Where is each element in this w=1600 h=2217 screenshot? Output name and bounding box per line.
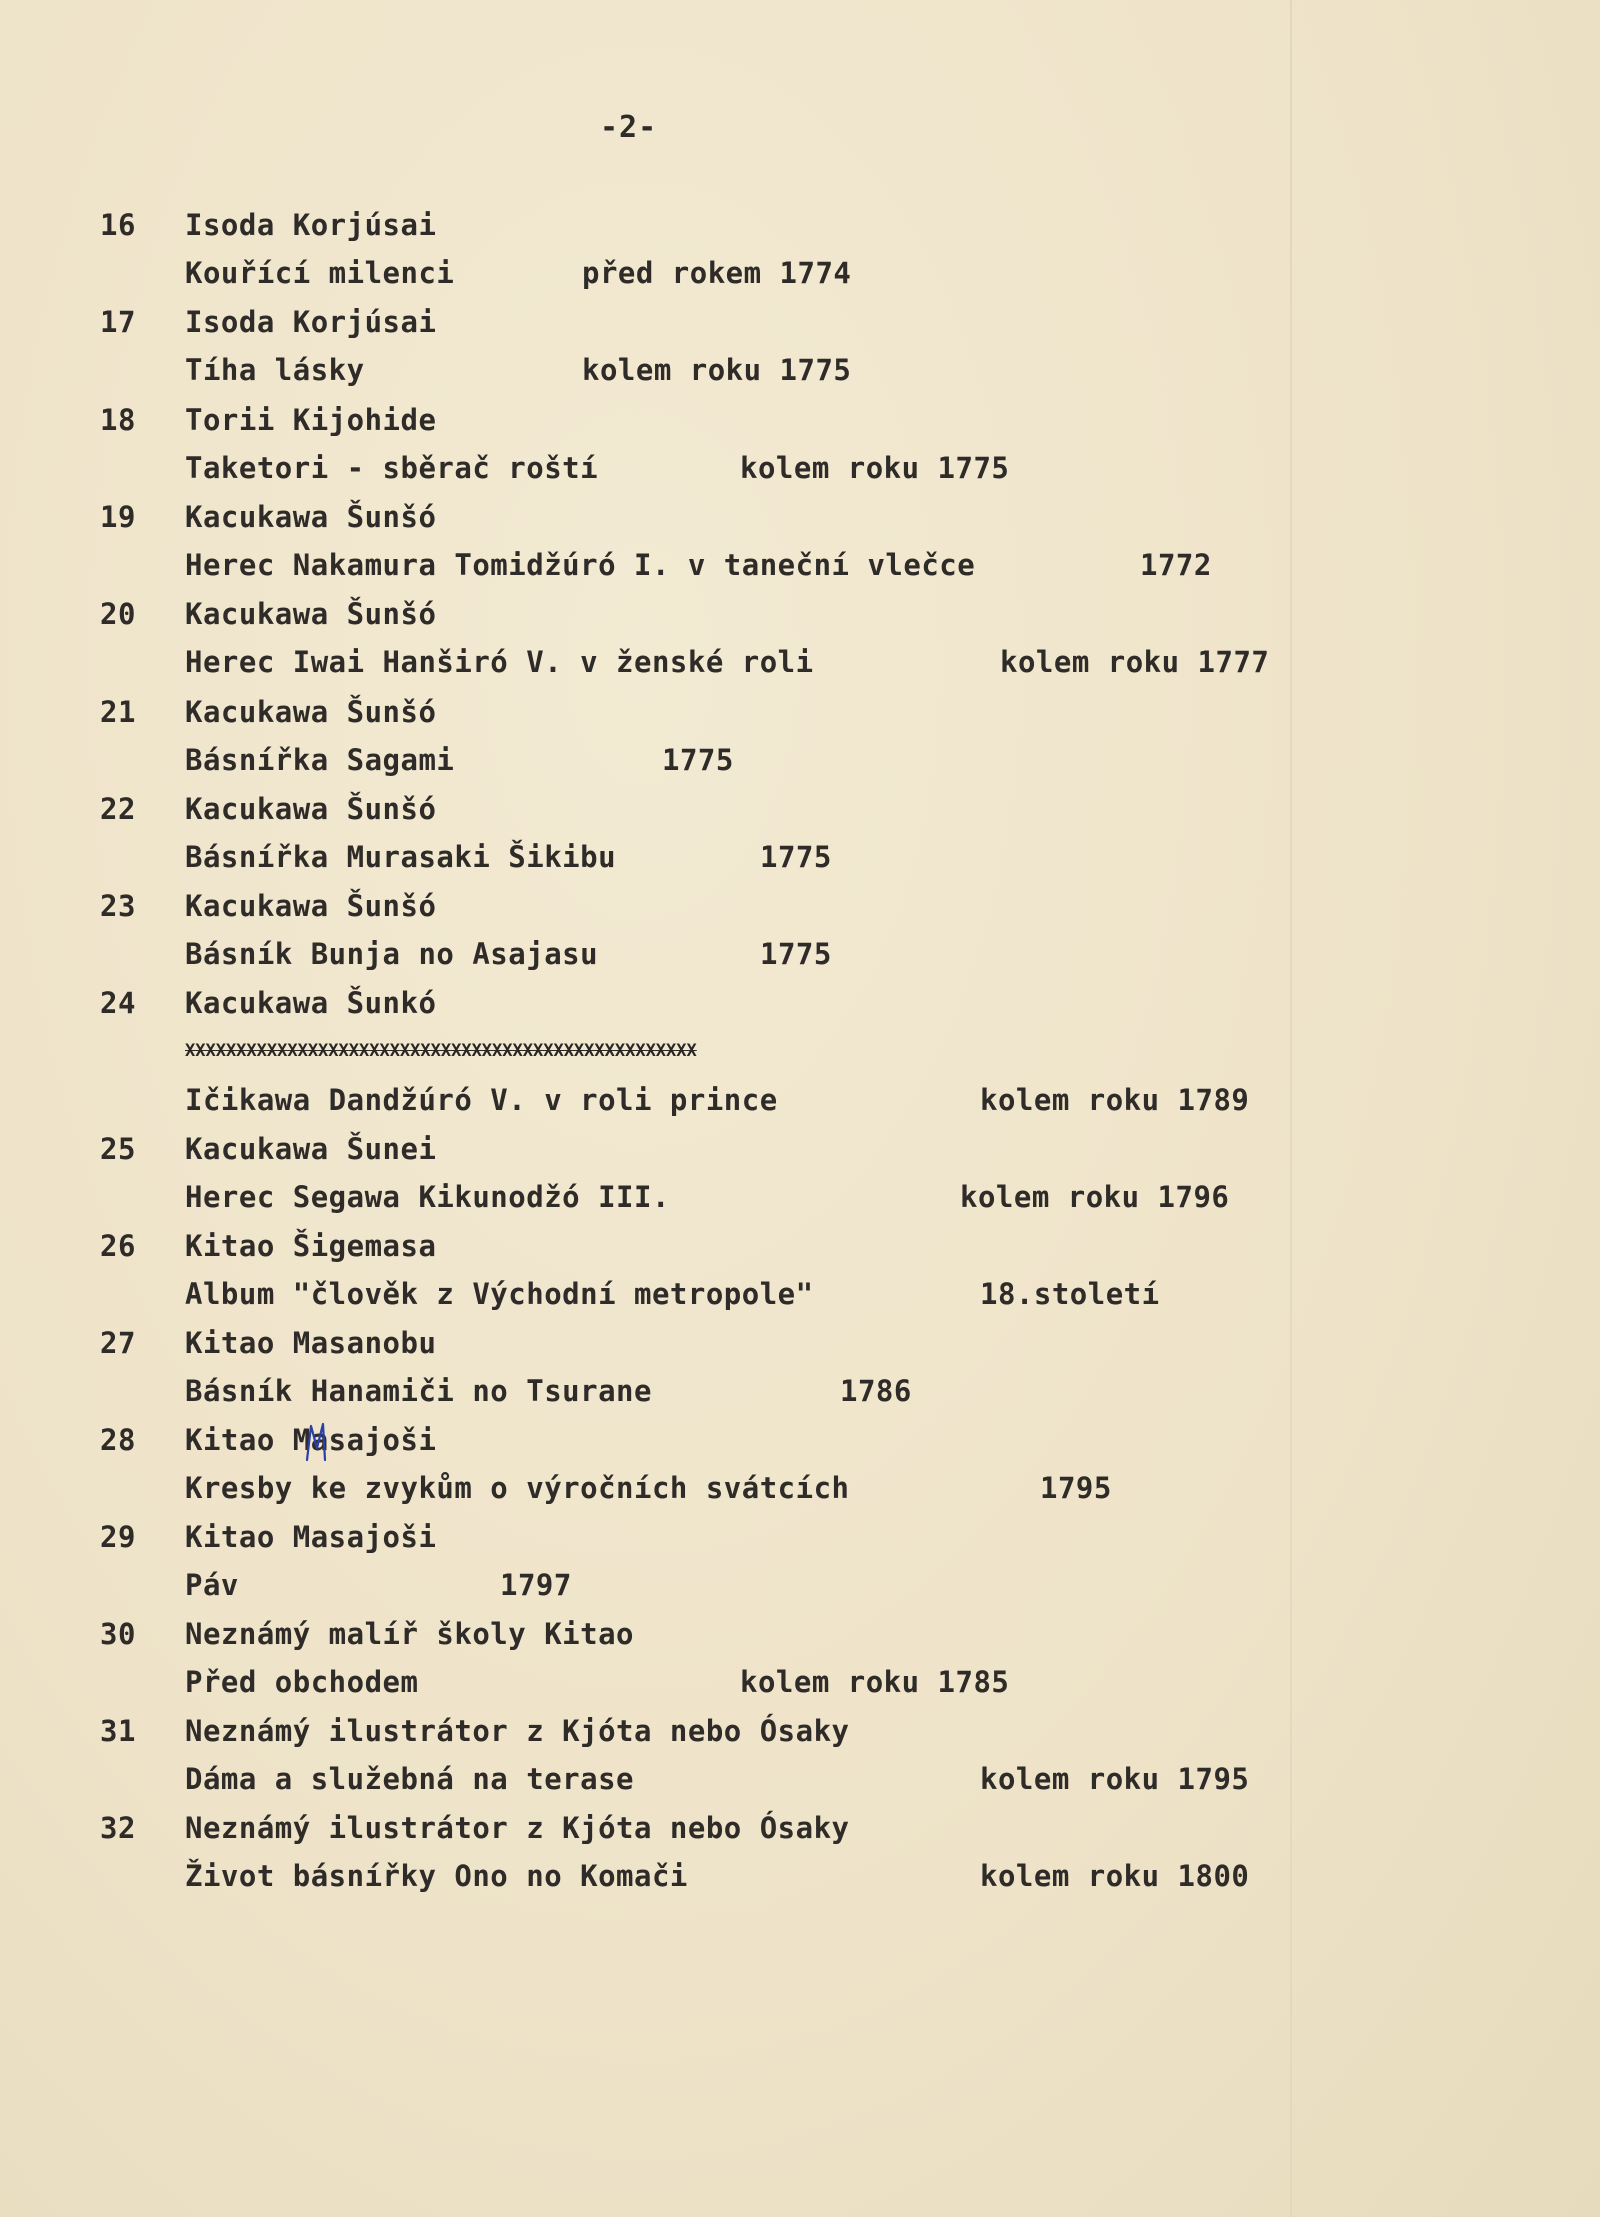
entry-number: 28	[100, 1423, 136, 1457]
entry-number: 18	[100, 403, 136, 437]
entry-date: kolem roku 1795	[980, 1762, 1250, 1796]
entry-date: 1786	[840, 1374, 912, 1408]
entry-date: před rokem 1774	[582, 256, 852, 290]
entry-artist: Kacukawa Šunšó	[185, 792, 437, 826]
entry-number: 30	[100, 1617, 136, 1651]
entry-title: Před obchodem	[185, 1665, 419, 1699]
entry-title: Ičikawa Dandžúró V. v roli prince	[185, 1083, 778, 1117]
entry-title: Taketori - sběrač roští	[185, 451, 599, 485]
entry-number: 26	[100, 1229, 136, 1263]
entry-artist: Neznámý ilustrátor z Kjóta nebo Ósaky	[185, 1811, 850, 1845]
entry-date: kolem roku 1777	[1000, 645, 1270, 679]
entry-artist: Neznámý malíř školy Kitao	[185, 1617, 634, 1651]
entry-artist: Kitao Masanobu	[185, 1326, 437, 1360]
entry-date: kolem roku 1789	[980, 1083, 1250, 1117]
entry-artist: Isoda Korjúsai	[185, 305, 437, 339]
page-number: -2-	[600, 110, 658, 145]
entry-number: 25	[100, 1132, 136, 1166]
entry-date: 1775	[760, 840, 832, 874]
entry-number: 23	[100, 889, 136, 923]
entry-artist: Kacukawa Šunkó	[185, 986, 437, 1020]
entry-date: kolem roku 1785	[740, 1665, 1010, 1699]
entry-title: Herec Nakamura Tomidžúró I. v taneční vlečce	[185, 548, 976, 582]
entry-artist: Kacukawa Šunšó	[185, 695, 437, 729]
entry-title: Kresby ke zvykům o výročních svátcích	[185, 1471, 850, 1505]
entry-number: 29	[100, 1520, 136, 1554]
struck-out-line: XXXXXXXXXXXXXXXXXXXXXXXXXXXXXXXXXXXXXXXXXXXXXXXXXX	[185, 1041, 697, 1061]
entry-number: 20	[100, 597, 136, 631]
entry-artist: Kitao Masajoši	[185, 1520, 437, 1554]
entry-number: 16	[100, 208, 136, 242]
entry-date: 18.století	[980, 1277, 1160, 1311]
entry-date: 1795	[1040, 1471, 1112, 1505]
entry-date: 1775	[662, 743, 734, 777]
handwritten-correction-mark	[303, 1420, 331, 1464]
entry-title: Tíha lásky	[185, 353, 365, 387]
entry-artist: Kacukawa Šunšó	[185, 889, 437, 923]
entry-number: 19	[100, 500, 136, 534]
entry-title: Herec Segawa Kikunodžó III.	[185, 1180, 670, 1214]
entry-number: 24	[100, 986, 136, 1020]
entry-title: Básník Bunja no Asajasu	[185, 937, 599, 971]
entry-artist: Kacukawa Šunšó	[185, 500, 437, 534]
entry-artist: Kacukawa Šunei	[185, 1132, 437, 1166]
entry-number: 27	[100, 1326, 136, 1360]
entry-number: 21	[100, 695, 136, 729]
entry-artist: Torii Kijohide	[185, 403, 437, 437]
entry-title: Album "člověk z Východní metropole"	[185, 1277, 814, 1311]
entry-number: 32	[100, 1811, 136, 1845]
entry-date: kolem roku 1775	[582, 353, 852, 387]
entry-title: Život básnířky Ono no Komači	[185, 1859, 688, 1893]
entry-date: kolem roku 1775	[740, 451, 1010, 485]
entry-title: Básnířka Murasaki Šikibu	[185, 840, 617, 874]
entry-date: kolem roku 1800	[980, 1859, 1250, 1893]
entry-date: kolem roku 1796	[960, 1180, 1230, 1214]
entry-artist: Kitao Šigemasa	[185, 1229, 437, 1263]
entry-title: Herec Iwai Hanširó V. v ženské roli	[185, 645, 814, 679]
entry-date: 1772	[1140, 548, 1212, 582]
entry-title: Páv	[185, 1568, 239, 1602]
entry-number: 31	[100, 1714, 136, 1748]
entry-artist: Kitao Masajoši	[185, 1423, 437, 1457]
paper-fold-line	[1290, 0, 1292, 2217]
entry-title: Dáma a služebná na terase	[185, 1762, 634, 1796]
entry-title: Básník Hanamiči no Tsurane	[185, 1374, 652, 1408]
entry-number: 22	[100, 792, 136, 826]
entry-title: Básnířka Sagami	[185, 743, 455, 777]
entry-number: 17	[100, 305, 136, 339]
entry-artist: Neznámý ilustrátor z Kjóta nebo Ósaky	[185, 1714, 850, 1748]
entry-title: Kouřící milenci	[185, 256, 455, 290]
entry-date: 1775	[760, 937, 832, 971]
entry-date: 1797	[500, 1568, 572, 1602]
entry-artist: Isoda Korjúsai	[185, 208, 437, 242]
entry-artist: Kacukawa Šunšó	[185, 597, 437, 631]
